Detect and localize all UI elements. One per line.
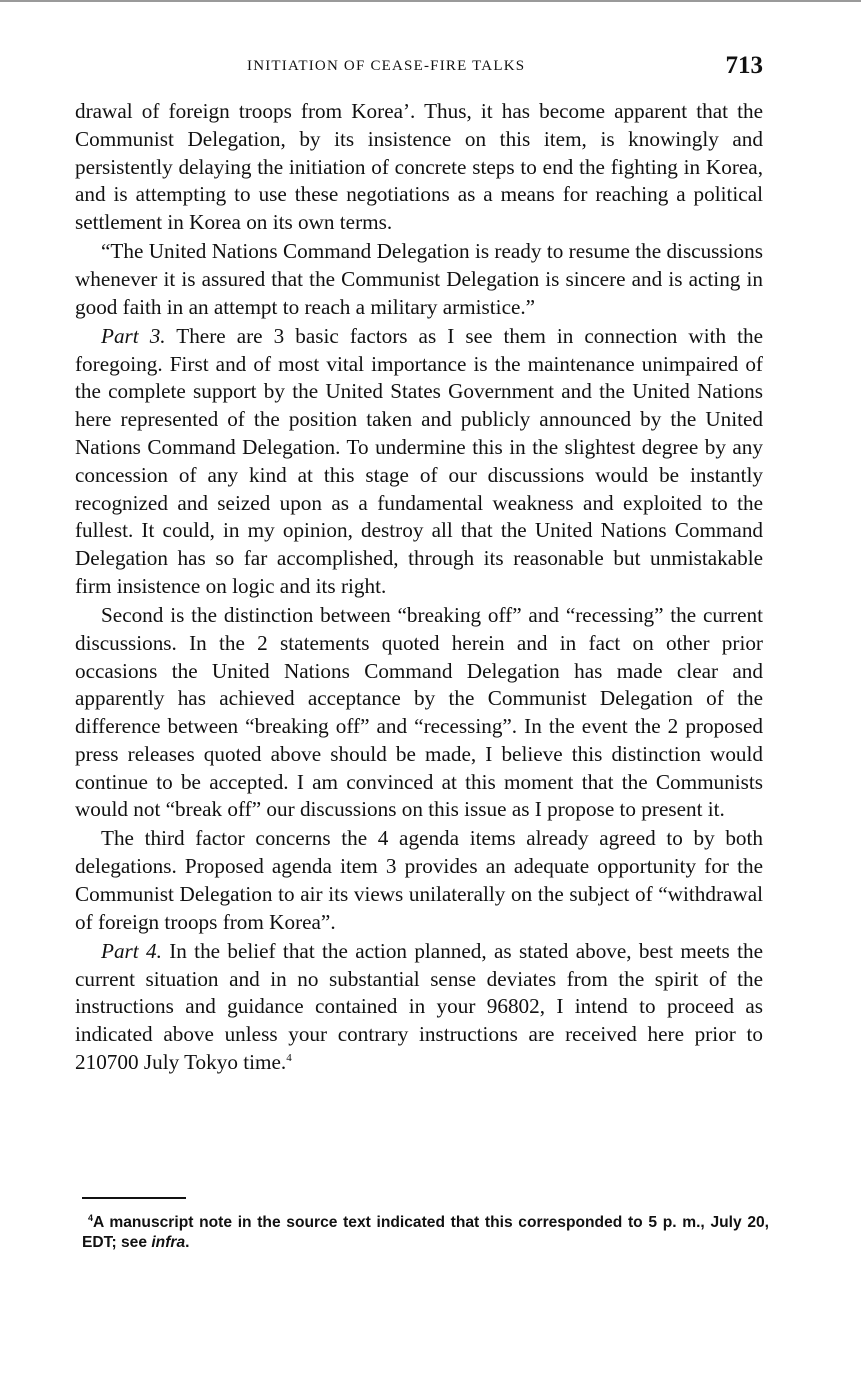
- part-3-label: Part 3.: [101, 323, 166, 348]
- paragraph-5: [75, 825, 763, 936]
- paragraph-6: [75, 938, 763, 1077]
- footnote-4: [82, 1213, 769, 1253]
- footnote-end: .: [185, 1234, 190, 1251]
- paragraph-5-text: The third factor concerns the 4 agenda items already agreed to by both delegations. Proposed agenda item 3 provides an adequate opportunity for the Communist Delegation to air its views unilaterally on the subject of “withdrawal of foreign troops from Korea”.: [75, 826, 763, 934]
- page-number: 713: [725, 52, 763, 79]
- paragraph-4: [75, 602, 763, 824]
- footnote-divider: [82, 1197, 186, 1199]
- paragraph-1-text: drawal of foreign troops from Korea’. Thus, it has become apparent that the Communist Delegation, by its insistence on this item, is knowingly and persistently delaying the initiation of concrete steps to end the fighting in Korea, and is attempting to use these negotiations as a means for reaching a political settlement in Korea on its own terms.: [75, 99, 763, 235]
- paragraph-4-text: Second is the distinction between “breaking off” and “recessing” the current discussions. In the 2 statements quoted herein and in fact on other prior occasions the United Nations Command Delegation has made clear and apparently has achieved acceptance by the Communist Delegation of the difference between “breaking off” and “recessing”. In the event the 2 proposed press releases quoted above should be made, I believe this distinction would continue to be accepted. I am convinced at this moment that the Communists would not “break off” our discussions on this issue as I propose to present it.: [75, 602, 763, 822]
- paragraph-6-text: In the belief that the action planned, as stated above, best meets the current situation and in no substantial sense deviates from the spirit of the instructions and guidance contained in your 96802, I intend to proceed as indicated above unless your contrary instructions are received here prior to 210700 July Tokyo time.: [75, 938, 763, 1075]
- paragraph-2-text: “The United Nations Command Delegation is ready to resume the discussions whenever it is assured that the Communist Delegation is sincere and is acting in good faith in an attempt to reach a military armistice.”: [75, 239, 763, 319]
- footnote-reference[interactable]: 4: [286, 1051, 292, 1064]
- page-header: [75, 52, 763, 84]
- paragraph-3-text: There are 3 basic factors as I see them in connection with the foregoing. First and of most vital importance is the maintenance unimpaired of the complete support by the United States Government and the United Nations here represented of the position taken and publicly announced by the United Nations Command Delegation. To undermine this in the slightest degree by any concession of any kind at this stage of our discussions would be instantly recognized and seized upon as a fundamental weakness and exploited to the fullest. It could, in my opinion, destroy all that the United Nations Command Delegation has so far accomplished, through its reasonable but unmistakable firm insistence on logic and its right.: [75, 323, 763, 598]
- running-head: INITIATION OF CEASE-FIRE TALKS: [247, 58, 526, 74]
- top-edge-rule: [0, 0, 861, 2]
- paragraph-3: [75, 323, 763, 601]
- footnote: [82, 1213, 769, 1253]
- body-text: [75, 98, 763, 1078]
- part-4-label: Part 4.: [101, 938, 162, 963]
- footnote-marker: 4: [88, 1212, 94, 1223]
- paragraph-2: [75, 238, 763, 321]
- paragraph-1: [75, 98, 763, 237]
- footnote-text: A manuscript note in the source text indicated that this corresponded to 5 p. m., July 20, EDT; see: [82, 1214, 769, 1251]
- footnote-infra: infra: [151, 1234, 186, 1251]
